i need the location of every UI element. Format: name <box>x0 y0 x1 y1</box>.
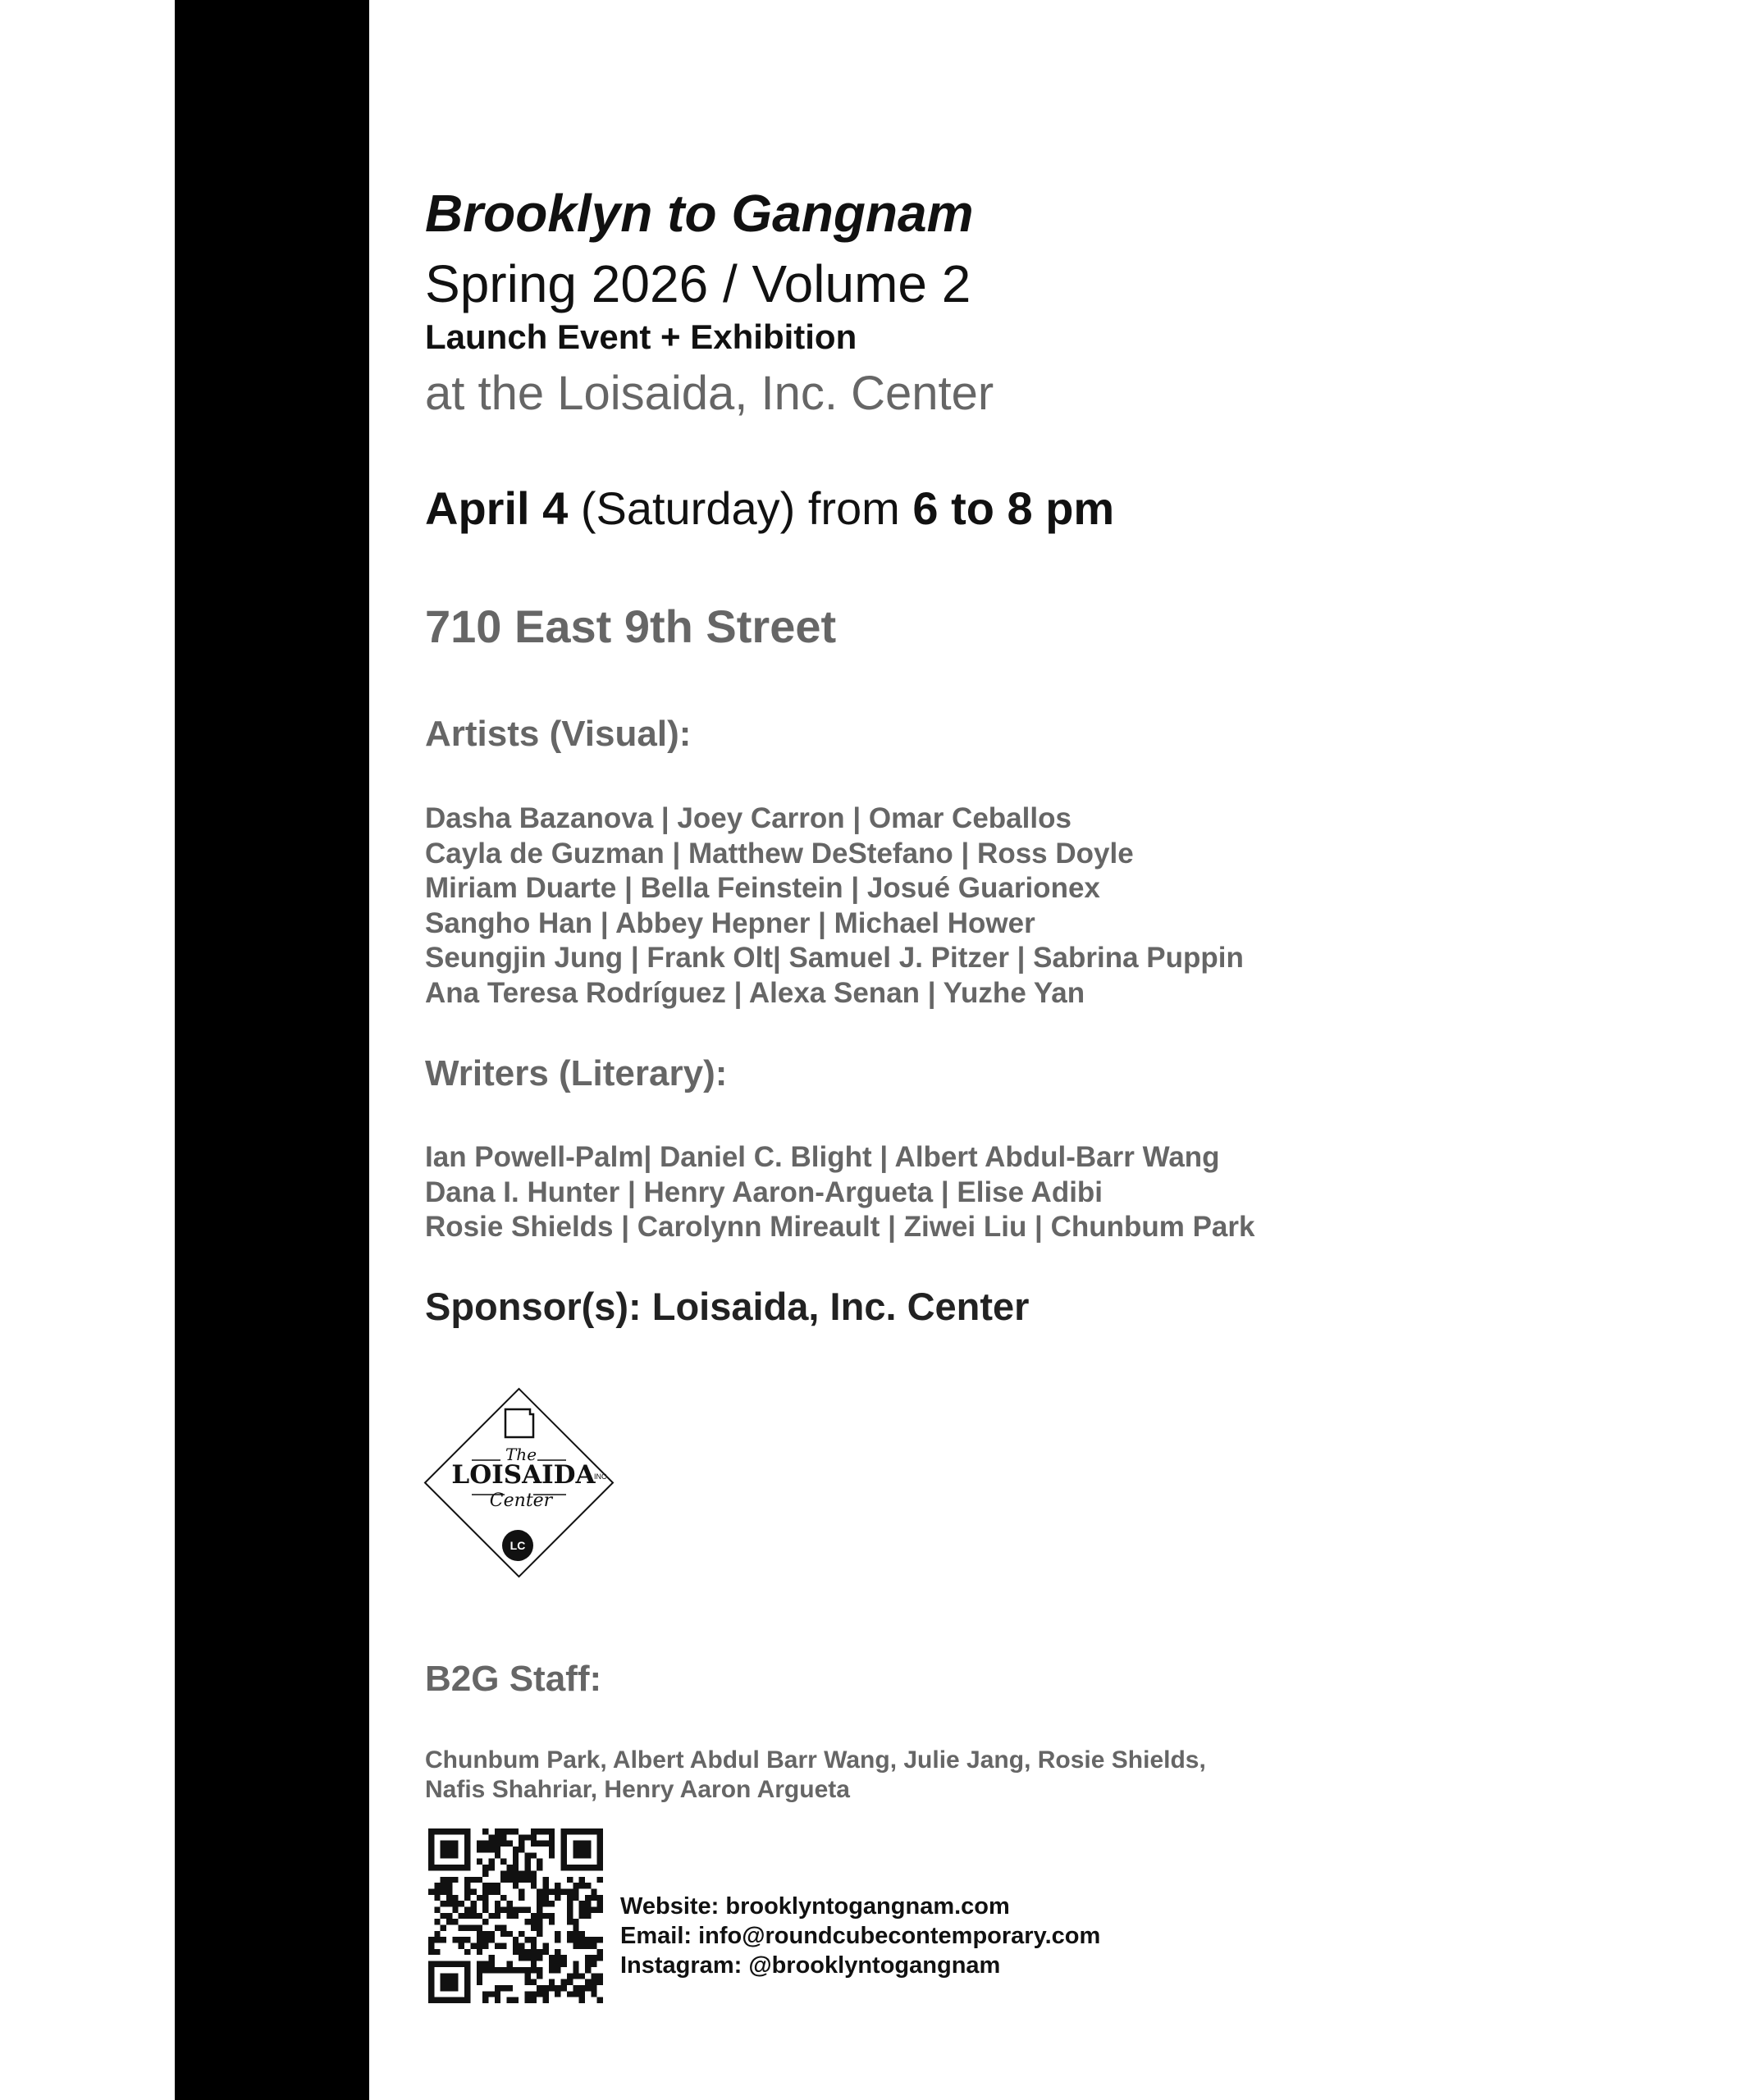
staff-line: Chunbum Park, Albert Abdul Barr Wang, Julie Jang, Rosie Shields, <box>425 1746 1206 1774</box>
staff-line: Nafis Shahriar, Henry Aaron Argueta <box>425 1776 850 1803</box>
event-label: Launch Event + Exhibition <box>425 317 857 356</box>
instagram-link[interactable]: Instagram: @brooklyntogangnam <box>620 1952 1001 1979</box>
black-side-bar <box>175 0 369 2100</box>
logo-center-text: Center <box>489 1491 553 1511</box>
artists-heading: Artists (Visual): <box>425 714 692 754</box>
qr-code-icon[interactable] <box>428 1828 603 2003</box>
artists-line: Sangho Han | Abbey Hepner | Michael Hower <box>425 906 1035 939</box>
artists-line: Miriam Duarte | Bella Feinstein | Josué Guarionex <box>425 872 1100 904</box>
writers-line: Dana I. Hunter | Henry Aaron-Argueta | Elise Adibi <box>425 1176 1103 1208</box>
logo-badge: LC <box>502 1530 533 1561</box>
sponsor-line: Sponsor(s): Loisaida, Inc. Center <box>425 1285 1030 1328</box>
writers-line: Ian Powell-Palm| Daniel C. Blight | Albert Abdul-Barr Wang <box>425 1141 1220 1173</box>
artists-line: Cayla de Guzman | Matthew DeStefano | Ross Doyle <box>425 837 1134 870</box>
event-address: 710 East 9th Street <box>425 600 837 652</box>
artists-line: Dasha Bazanova | Joey Carron | Omar Ceballos <box>425 802 1071 834</box>
staff-list <box>425 1746 1206 1805</box>
staff-heading: B2G Staff: <box>425 1659 602 1699</box>
date-time-line <box>425 481 1114 536</box>
event-time: 6 to 8 pm <box>912 482 1115 534</box>
writers-list <box>425 1140 1254 1245</box>
artists-line: Seungjin Jung | Frank Olt| Samuel J. Pitzer | Sabrina Puppin <box>425 942 1244 974</box>
website-link[interactable]: Website: brooklyntogangnam.com <box>620 1893 1010 1920</box>
email-link[interactable]: Email: info@roundcubecontemporary.com <box>620 1923 1101 1949</box>
page-title: Brooklyn to Gangnam <box>425 184 974 243</box>
event-date: April 4 <box>425 482 569 534</box>
venue-label: at the Loisaida, Inc. Center <box>425 367 994 420</box>
writers-heading: Writers (Literary): <box>425 1053 728 1093</box>
artists-list <box>425 801 1244 1011</box>
event-day: (Saturday) from <box>568 482 913 534</box>
logo-inc-text: INC <box>594 1472 607 1481</box>
page-subtitle: Spring 2026 / Volume 2 <box>425 254 971 313</box>
logo-the-text: The <box>505 1445 537 1464</box>
artists-line: Ana Teresa Rodríguez | Alexa Senan | Yuzhe Yan <box>425 976 1085 1009</box>
writers-line: Rosie Shields | Carolynn Mireault | Ziwei Liu | Chunbum Park <box>425 1211 1255 1243</box>
logo-wordmark: LOISAIDA <box>451 1460 596 1490</box>
